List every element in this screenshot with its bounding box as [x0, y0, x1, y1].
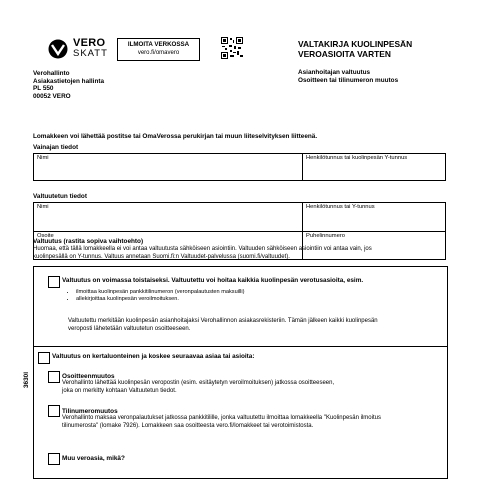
other-matter-checkbox[interactable] [48, 453, 60, 465]
vero-logo-icon [48, 39, 68, 59]
account-change-text-line1: Verohallinto maksaa veronpalautukset jatkossa pankkitilille, jonka valtuutettu ilmoittaa lomakkeella "Kuolinpesän ilmoitus [62, 415, 381, 421]
address-change-title: Osoitteenmuutos [62, 373, 115, 380]
option-permanent-bullet: • ilmoittaa kuolinpesän pankkitilinumeron (veronpalautusten maksuilli) [76, 289, 245, 296]
qr-code-icon [221, 37, 243, 59]
option-permanent-bullets [64, 289, 245, 303]
address-line3: PL 550 [33, 85, 54, 93]
authorized-address-label: Osoite [37, 233, 54, 239]
document-title-line1: VALTAKIRJA KUOLINPESÄN [298, 39, 413, 49]
account-change-checkbox[interactable] [48, 405, 60, 417]
option-onetime-title: Valtuutus on kertaluonteinen ja koskee seuraavaa asiaa tai asioita: [52, 353, 255, 360]
deceased-name-label: Nimi [37, 155, 49, 161]
authorized-id-field[interactable] [303, 203, 446, 232]
form-subtitle [298, 69, 398, 84]
account-change-text-line2: tilinumerosta" (lomake 7926). Lomakkeen saa osoitteesta vero.fi/lomakkeet tai verotoimistosta. [62, 422, 314, 429]
address-line2: Asiakastietojen hallinta [33, 77, 105, 85]
deceased-id-field[interactable] [303, 154, 446, 181]
authorized-name-label: Nimi [37, 204, 49, 210]
option-permanent-checkbox[interactable] [48, 276, 60, 288]
option-permanent-note-line2: veroposti lähetetään valtuutetun osoitteeseen. [68, 325, 191, 332]
authorization-info-line2: kuolinpesällä on Y-tunnus. Valtuus annetaan Suomi.fi:n Valtuudet-palvelussa (suomi.fi/valtuudet). [33, 253, 290, 260]
form-subtitle-line2: Osoitteen tai tilinumeron muutos [298, 76, 399, 84]
option-onetime-checkbox[interactable] [38, 352, 50, 364]
authorized-name-field[interactable] [34, 203, 303, 232]
logo-text-skatt: SKATT [73, 48, 108, 59]
authorized-id-label: Henkilötunnus tai Y-tunnus [306, 204, 375, 210]
logo-text-vero: VERO [73, 37, 106, 49]
document-title-line2: VEROASIOITA VARTEN [298, 49, 391, 59]
notify-online-box [117, 38, 200, 61]
deceased-table [33, 153, 446, 181]
submission-notice: Lomakkeen voi lähettää postitse tai OmaVerossa perukirjan tai muun liiteselvityksen liitteenä. [33, 133, 318, 140]
authorization-info-line1: Huomaa, että tällä lomakkeella ei voi antaa valtuutusta sähköiseen asiointiin. Valtuuden sähköiseen asiointiin voi antaa vain, jos [33, 246, 372, 252]
option-permanent-title: Valtuutus on voimassa toistaiseksi. Valtuutettu voi hoitaa kaikkia kuolinpesän verotusasioita, esim. [62, 277, 364, 284]
option-permanent-note-line1: Valtuutettu merkitään kuolinpesän asianhoitajaksi Verohallinnon asiakasrekisteriin. Tämän jälkeen kaikki kuolinpesän [68, 318, 378, 324]
address-line1: Verohallinto [33, 70, 70, 77]
deceased-name-field[interactable] [34, 154, 303, 181]
authorized-section-title: Valtuutetun tiedot [33, 193, 87, 200]
deceased-id-label: Henkilötunnus tai kuolinpesän Y-tunnus [306, 155, 408, 161]
notify-title: ILMOITA VERKOSSA [127, 41, 190, 48]
address-change-text [62, 380, 432, 395]
authorized-phone-label: Puhelinnumero [306, 233, 345, 239]
address-change-text-line2: joka on merkitty kohtaan Valtuutetun tiedot. [62, 387, 177, 394]
form-code: 3630l [23, 372, 30, 388]
option-permanent-bullet: • allekirjoittaa kuolinpesän veroilmoituksen. [76, 296, 245, 303]
other-matter-title: Muu veroasia, mikä? [62, 455, 125, 462]
authorization-info-text [33, 246, 453, 261]
account-change-title: Tilinumeromuutos [62, 408, 118, 415]
address-change-checkbox[interactable] [48, 371, 60, 383]
authorization-section-title: Valtuutus (rastita sopiva vaihtoehto) [33, 238, 144, 245]
address-line4: 00052 VERO [33, 92, 71, 100]
address-change-text-line1: Verohallinto lähettää kuolinpesän veropostin (esim. esitäytetyn veroilmoituksen) jatkossa osoitteeseen, [62, 380, 335, 386]
recipient-address [33, 70, 104, 100]
document-title [298, 39, 412, 59]
option-permanent-note [68, 318, 438, 333]
account-change-text [62, 415, 437, 430]
form-subtitle-line1: Asianhoitajan valtuutus [298, 69, 371, 76]
deceased-section-title: Vainajan tiedot [33, 144, 79, 151]
notify-url: vero.fi/omavero [137, 50, 180, 56]
